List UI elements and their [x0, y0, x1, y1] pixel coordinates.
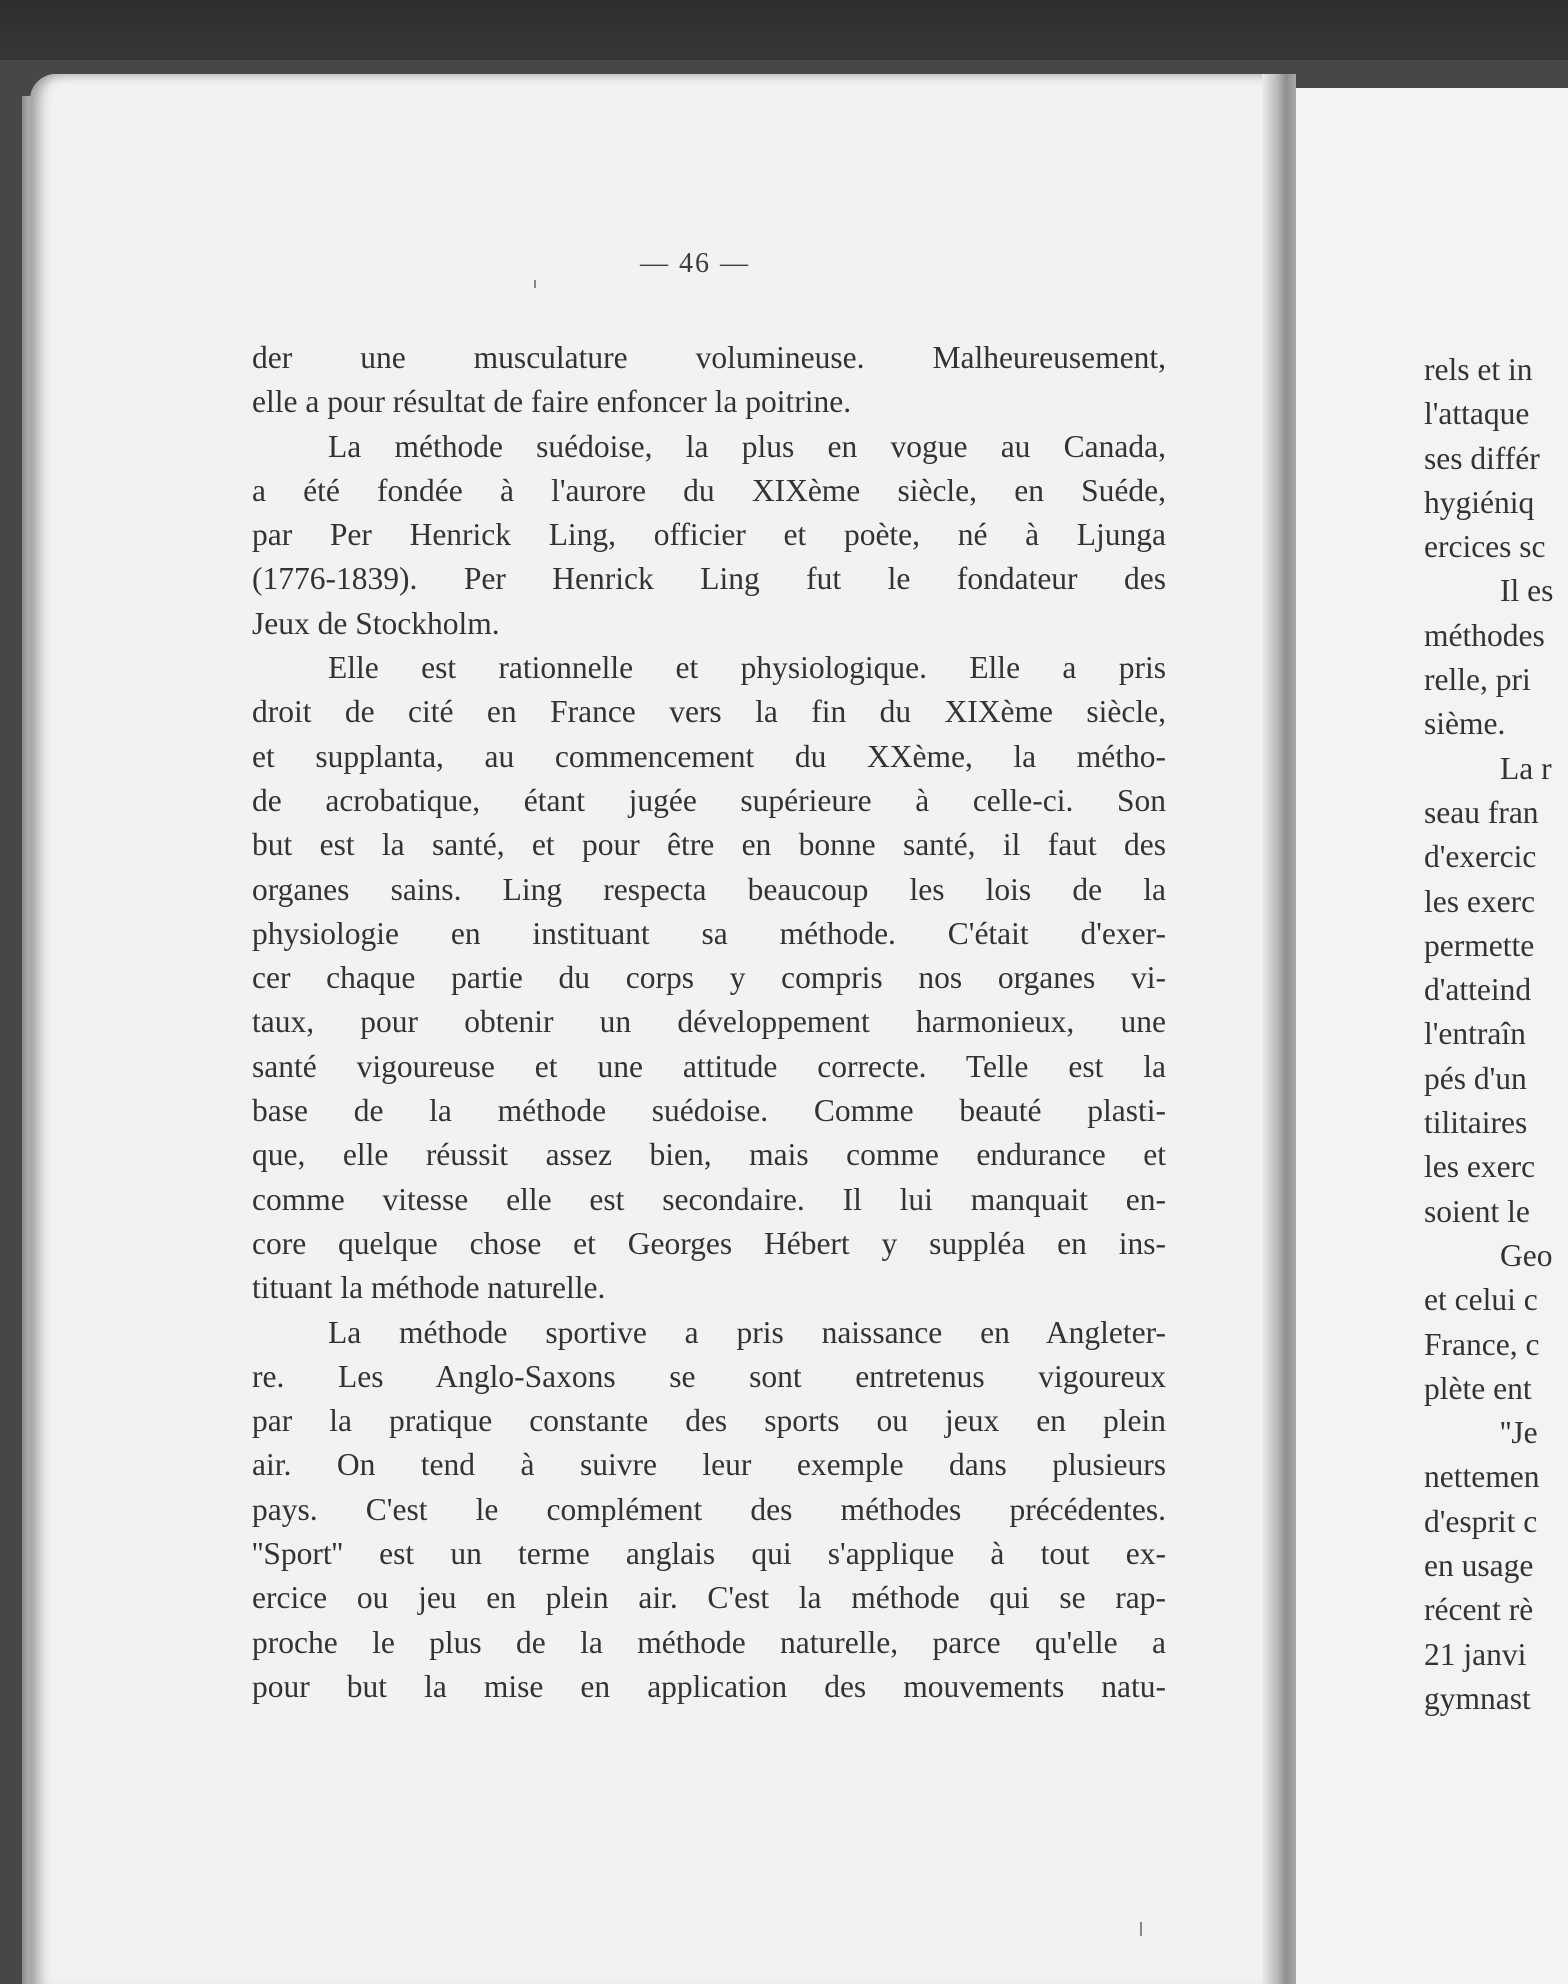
text-line: droit de cité en France vers la fin du XIXème siècle, — [252, 694, 1166, 730]
text-line: Il es — [1500, 573, 1554, 609]
scan-speck — [1140, 1922, 1142, 1936]
text-line: pour but la mise en application des mouvements natu- — [252, 1668, 1166, 1704]
text-line: base de la méthode suédoise. Comme beauté plasti- — [252, 1093, 1166, 1129]
text-line: d'esprit c — [1424, 1503, 1538, 1539]
text-line: par Per Henrick Ling, officier et poète, né à Ljunga — [252, 517, 1166, 553]
text-line: a été fondée à l'aurore du XIXème siècle, en Suéde, — [252, 472, 1166, 508]
text-line: pays. C'est le complément des méthodes précédentes. — [252, 1491, 1166, 1527]
text-line: core quelque chose et Georges Hébert y suppléa en ins- — [252, 1225, 1166, 1261]
text-line: par la pratique constante des sports ou jeux en plein — [252, 1403, 1166, 1439]
text-line: La r — [1500, 750, 1552, 786]
text-line: et supplanta, au commencement du XXème, la métho- — [252, 738, 1166, 774]
text-line: hygiéniq — [1424, 484, 1535, 520]
text-line: proche le plus de la méthode naturelle, parce qu'elle a — [252, 1624, 1166, 1660]
text-line: but est la santé, et pour être en bonne santé, il faut des — [252, 827, 1166, 863]
text-line: ''Sport'' est un terme anglais qui s'applique à tout ex- — [252, 1536, 1166, 1572]
text-line: l'attaque — [1424, 396, 1530, 432]
text-line: physiologie en instituant sa méthode. C'était d'exer- — [252, 915, 1166, 951]
text-line: organes sains. Ling respecta beaucoup les lois de la — [252, 871, 1166, 907]
text-line: que, elle réussit assez bien, mais comme endurance et — [252, 1137, 1166, 1173]
text-line: pés d'un — [1424, 1060, 1527, 1096]
text-line: Geo — [1500, 1237, 1553, 1273]
text-line: tituant la méthode naturelle. — [252, 1270, 606, 1306]
text-line: relle, pri — [1424, 662, 1531, 698]
text-line: gymnast — [1424, 1680, 1531, 1716]
text-line: der une musculature volumineuse. Malheureusement, — [252, 340, 1166, 375]
text-line: comme vitesse elle est secondaire. Il lui manquait en- — [252, 1181, 1166, 1217]
text-line: ''Je — [1500, 1415, 1538, 1451]
book-gutter — [1262, 74, 1296, 1984]
text-line: soient le — [1424, 1193, 1530, 1229]
text-line: Jeux de Stockholm. — [252, 605, 500, 641]
text-line: récent rè — [1424, 1592, 1534, 1628]
text-line: La méthode suédoise, la plus en vogue au Canada, — [328, 428, 1166, 464]
text-line: ercices sc — [1424, 529, 1546, 565]
text-line: sième. — [1424, 706, 1506, 742]
scan-speck — [534, 280, 536, 288]
text-line: rels et in — [1424, 352, 1533, 387]
text-line: plète ent — [1424, 1370, 1532, 1406]
text-line: Elle est rationnelle et physiologique. Elle a pris — [328, 650, 1166, 686]
text-line: seau fran — [1424, 794, 1539, 830]
text-line: (1776-1839). Per Henrick Ling fut le fondateur des — [252, 561, 1166, 597]
text-line: France, c — [1424, 1326, 1540, 1362]
text-line: elle a pour résultat de faire enfoncer la poitrine. — [252, 384, 852, 420]
text-line: permette — [1424, 927, 1535, 963]
right-page-body-text — [1424, 348, 1568, 1721]
text-line: ercice ou jeu en plein air. C'est la méthode qui se rap- — [252, 1580, 1166, 1616]
page-number: — 46 — — [640, 248, 750, 279]
text-line: nettemen — [1424, 1459, 1540, 1495]
text-line: air. On tend à suivre leur exemple dans plusieurs — [252, 1447, 1166, 1483]
text-line: 21 janvi — [1424, 1636, 1527, 1672]
text-line: d'exercic — [1424, 839, 1537, 875]
text-line: méthodes — [1424, 617, 1545, 653]
text-line: en usage — [1424, 1548, 1534, 1584]
text-line: et celui c — [1424, 1282, 1538, 1318]
text-line: de acrobatique, étant jugée supérieure à celle-ci. Son — [252, 782, 1166, 818]
text-line: les exerc — [1424, 1149, 1536, 1185]
text-line: re. Les Anglo-Saxons se sont entretenus vigoureux — [252, 1358, 1166, 1394]
text-line: santé vigoureuse et une attitude correcte. Telle est la — [252, 1048, 1166, 1084]
text-line: d'atteind — [1424, 972, 1532, 1008]
text-line: les exerc — [1424, 883, 1536, 919]
text-line: cer chaque partie du corps y compris nos organes vi- — [252, 960, 1166, 996]
text-line: ses différ — [1424, 440, 1540, 476]
text-line: La méthode sportive a pris naissance en Angleter- — [328, 1314, 1166, 1350]
left-page-body-text — [252, 336, 1166, 1709]
text-line: tilitaires — [1424, 1105, 1528, 1141]
text-line: taux, pour obtenir un développement harmonieux, une — [252, 1004, 1166, 1040]
text-line: l'entraîn — [1424, 1016, 1526, 1052]
